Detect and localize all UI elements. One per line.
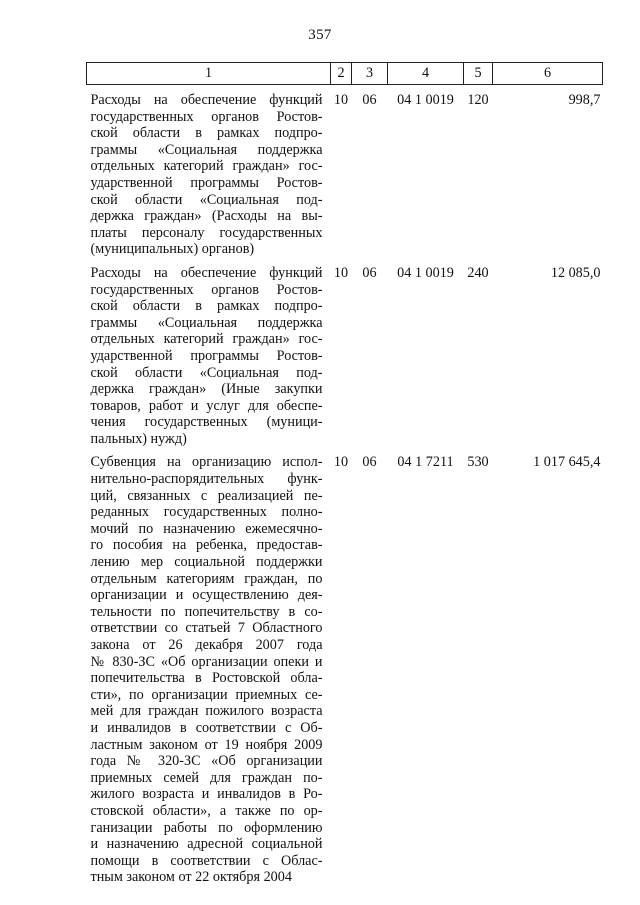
description-line: платы персоналу государственных <box>90 224 323 241</box>
row-subsection-code: 06 <box>362 92 377 108</box>
description-line: Расходы на обеспечение функций <box>90 92 323 108</box>
description-line: государственных органов Ростов- <box>90 108 323 125</box>
row-description <box>87 454 331 885</box>
row-section-code: 10 <box>333 454 349 471</box>
row-amount: 12 085,0 <box>550 264 601 281</box>
row-section-code: 10 <box>333 264 349 281</box>
table-row <box>87 92 603 258</box>
row-amount: 998,7 <box>568 92 601 108</box>
description-line: жилого возраста и инвалидов в Ро- <box>90 786 323 803</box>
description-line: ской области в рамках подпро- <box>90 298 323 315</box>
description-line: тельности по попечительству в со- <box>90 603 323 620</box>
description-line: пальных) нужд) <box>90 430 187 447</box>
table-row <box>87 265 603 448</box>
description-line: помощи в соответствии с Облас- <box>90 852 323 869</box>
column-header-5: 5 <box>464 63 493 85</box>
description-line: нительно-распорядительных функ- <box>90 471 323 488</box>
description-line: ударственной программы Ростов- <box>90 174 323 191</box>
description-line: тным законом от 22 октября 2004 <box>90 869 292 886</box>
description-line: товаров, работ и услуг для обеспе- <box>90 397 323 414</box>
column-header-2: 2 <box>331 63 352 85</box>
description-line: граммы «Социальная поддержка <box>90 141 323 158</box>
description-line: ской области «Социальная под- <box>90 191 323 208</box>
description-line: лению мер социальной поддержки <box>90 554 323 571</box>
description-line: го пособия на ребенка, предостав- <box>90 537 323 554</box>
description-line: № 830-ЗС «Об организации опеки и <box>90 653 323 670</box>
description-line: Расходы на обеспечение функций <box>90 264 323 281</box>
page-number: 357 <box>308 27 332 43</box>
column-header-4: 4 <box>388 63 464 85</box>
row-amount: 1 017 645,4 <box>533 454 601 471</box>
table-row <box>87 454 603 885</box>
description-line: и инвалидов в соответствии с Об- <box>90 719 323 736</box>
description-line: и назначению адресной социальной <box>90 836 323 853</box>
row-target-article: 04 1 0019 <box>397 92 454 108</box>
description-line: ударственной программы Ростов- <box>90 347 323 364</box>
row-expense-type: 240 <box>467 264 489 281</box>
description-line: государственных органов Ростов- <box>90 281 323 298</box>
description-line: отдельных категорий граждан» гос- <box>90 158 323 175</box>
row-description <box>87 265 331 448</box>
description-line: ской области в рамках подпро- <box>90 125 323 142</box>
description-line: реданных государственных полно- <box>90 504 323 521</box>
description-line: ответствии со статьей 7 Областного <box>90 620 323 637</box>
description-line: граммы «Социальная поддержка <box>90 314 323 331</box>
description-line: приемных семей для граждан по- <box>90 769 323 786</box>
row-section-code: 10 <box>333 92 349 108</box>
column-header-6: 6 <box>493 63 603 85</box>
budget-table <box>86 62 603 886</box>
row-spacer <box>87 447 603 454</box>
row-expense-type: 120 <box>467 92 489 108</box>
description-line: (муниципальных) органов) <box>90 241 255 258</box>
description-line: мей для граждан пожилого возраста <box>90 703 323 720</box>
description-line: года № 320-ЗС «Об организации <box>90 753 323 770</box>
description-line: мочий по назначению ежемесячно- <box>90 520 323 537</box>
description-line: ластным законом от 19 ноября 2009 <box>90 736 323 753</box>
description-line: закона от 26 декабря 2007 года <box>90 637 323 653</box>
table-header-row <box>87 63 603 85</box>
description-line: организации и осуществлению дея- <box>90 587 323 604</box>
row-target-article: 04 1 0019 <box>397 264 454 281</box>
description-line: сти», по организации приемных се- <box>90 686 323 703</box>
description-line: отдельных категорий граждан» гос- <box>90 331 323 348</box>
row-expense-type: 530 <box>467 454 489 471</box>
description-line: ций, связанных с реализацией пе- <box>90 487 323 504</box>
description-line: ской области «Социальная под- <box>90 364 323 381</box>
column-header-3: 3 <box>352 63 388 85</box>
row-target-article: 04 1 7211 <box>397 454 454 471</box>
description-line: стовской области», а также по ор- <box>90 802 323 819</box>
row-subsection-code: 06 <box>362 454 377 471</box>
description-line: чения государственных (муници- <box>90 414 323 431</box>
column-header-1: 1 <box>87 63 331 85</box>
table-body <box>87 85 603 886</box>
description-line: держка граждан» (Иные закупки <box>90 381 323 398</box>
row-subsection-code: 06 <box>362 264 377 281</box>
description-line: отдельным категориям граждан, по <box>90 570 323 587</box>
row-spacer <box>87 258 603 265</box>
row-description <box>87 92 331 258</box>
description-line: попечительства в Ростовской обла- <box>90 670 323 687</box>
description-line: держка граждан» (Расходы на вы- <box>90 208 323 225</box>
header-spacer <box>87 85 603 93</box>
description-line: ганизации работы по оформлению <box>90 819 323 836</box>
description-line: Субвенция на организацию испол- <box>90 454 323 471</box>
